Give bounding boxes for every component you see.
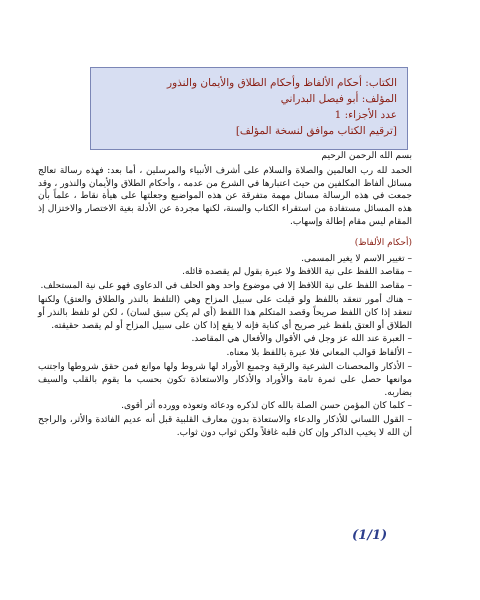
page-number: (1/1) (352, 528, 388, 543)
numbering-note-line: [ترقيم الكتاب موافق لنسخة المؤلف] (235, 125, 397, 137)
list-item: – تغيير الاسم لا يغير المسمى. (301, 253, 412, 264)
list-item: – مقاصد اللفظ على نية اللافظ ولا عبرة بقول لم يقصده قائله. (182, 267, 412, 278)
section-heading: (أحكام الألفاظ) (354, 237, 412, 248)
document-body (38, 150, 412, 441)
basmala: بسم الله الرحمن الرحيم (321, 151, 412, 161)
list-item: – الأذكار والمحصنات الشرعية والرقية وجميع الأوراد لها شروط ولها موانع فمن حقق شروطها واجتنب موانعها حصل على ثمرة تامة والأوراد والأذكار والاستعاذة تكون بحسب ما يقوم بالقلب والسيف بضاربه. (38, 361, 412, 398)
list-item: – الألفاظ قوالب المعاني فلا عبرة باللفظ بلا معناه. (226, 348, 412, 359)
book-info-box (90, 67, 408, 150)
book-title-line: الكتاب: أحكام الألفاظ وأحكام الطلاق والأيمان والنذور (167, 77, 397, 89)
list-item: – القول اللساني للأذكار والدعاء والاستعاذة بدون معارف القلبية قبل أنه عديم الفائدة والأثر، والراجح أن الله لا يخيب الذاكر وإن كان قلبه غافلاً ولكن ثواب دون ثواب. (38, 415, 412, 438)
list-item: – كلما كان المؤمن حسن الصلة بالله كان لذكره ودعائه وتعوذه وورده أثر أقوى. (121, 401, 412, 412)
author-line: المؤلف: أبو فيصل البدراني (280, 93, 397, 105)
list-item: – مقاصد اللفظ على نية اللافظ إلا في موضوع واحد وهو الحلف في الدعاوى فهو على نية المستحلف. (40, 281, 412, 292)
intro-paragraph: الحمد لله رب العالمين والصلاة والسلام على أشرف الأنبياء والمرسلين ، أما بعد: فهذه رسالة تعالج مسائل ألفاظ المكلفين من حيث اعتبارها في الشرع من عدمه ، وأحكام الطلاق والأيمان والنذور ، وقد جمعت في هذه الرسالة مسائل مهمة متفرقة عن هذه المواضيع وجعلتها على هيأة نقاط ، علماً بأن هذه المسائل مستفادة من استقراء الكتاب والسنة، لكنها مجردة عن الأدلة بغية الاختصار والاختزال إذ المقام ليس مقام إطالة وإسهاب. (38, 165, 412, 227)
list-item: – هناك أمور تنعقد باللفظ ولو قيلت على سبيل المزاح وهي (التلفظ بالنذر والطلاق والعتق) ولكنها تنعقد إذا كان اللفظ صريحاً وقصد المتكلم هذا اللفظ (أي لم يكن سبق لسان) ، لكن لو تلفظ بالنذر أو الطلاق أو العتق بلفظ غير صريح أي كناية فإنه لا يقع إذا كان على سبيل المزاح أو لم يقصد حقيقته. (38, 294, 412, 331)
list-item: – العبرة عند الله عز وجل في الأقوال والأفعال هي المقاصد. (191, 334, 412, 345)
volumes-line: عدد الأجزاء: 1 (334, 109, 397, 121)
